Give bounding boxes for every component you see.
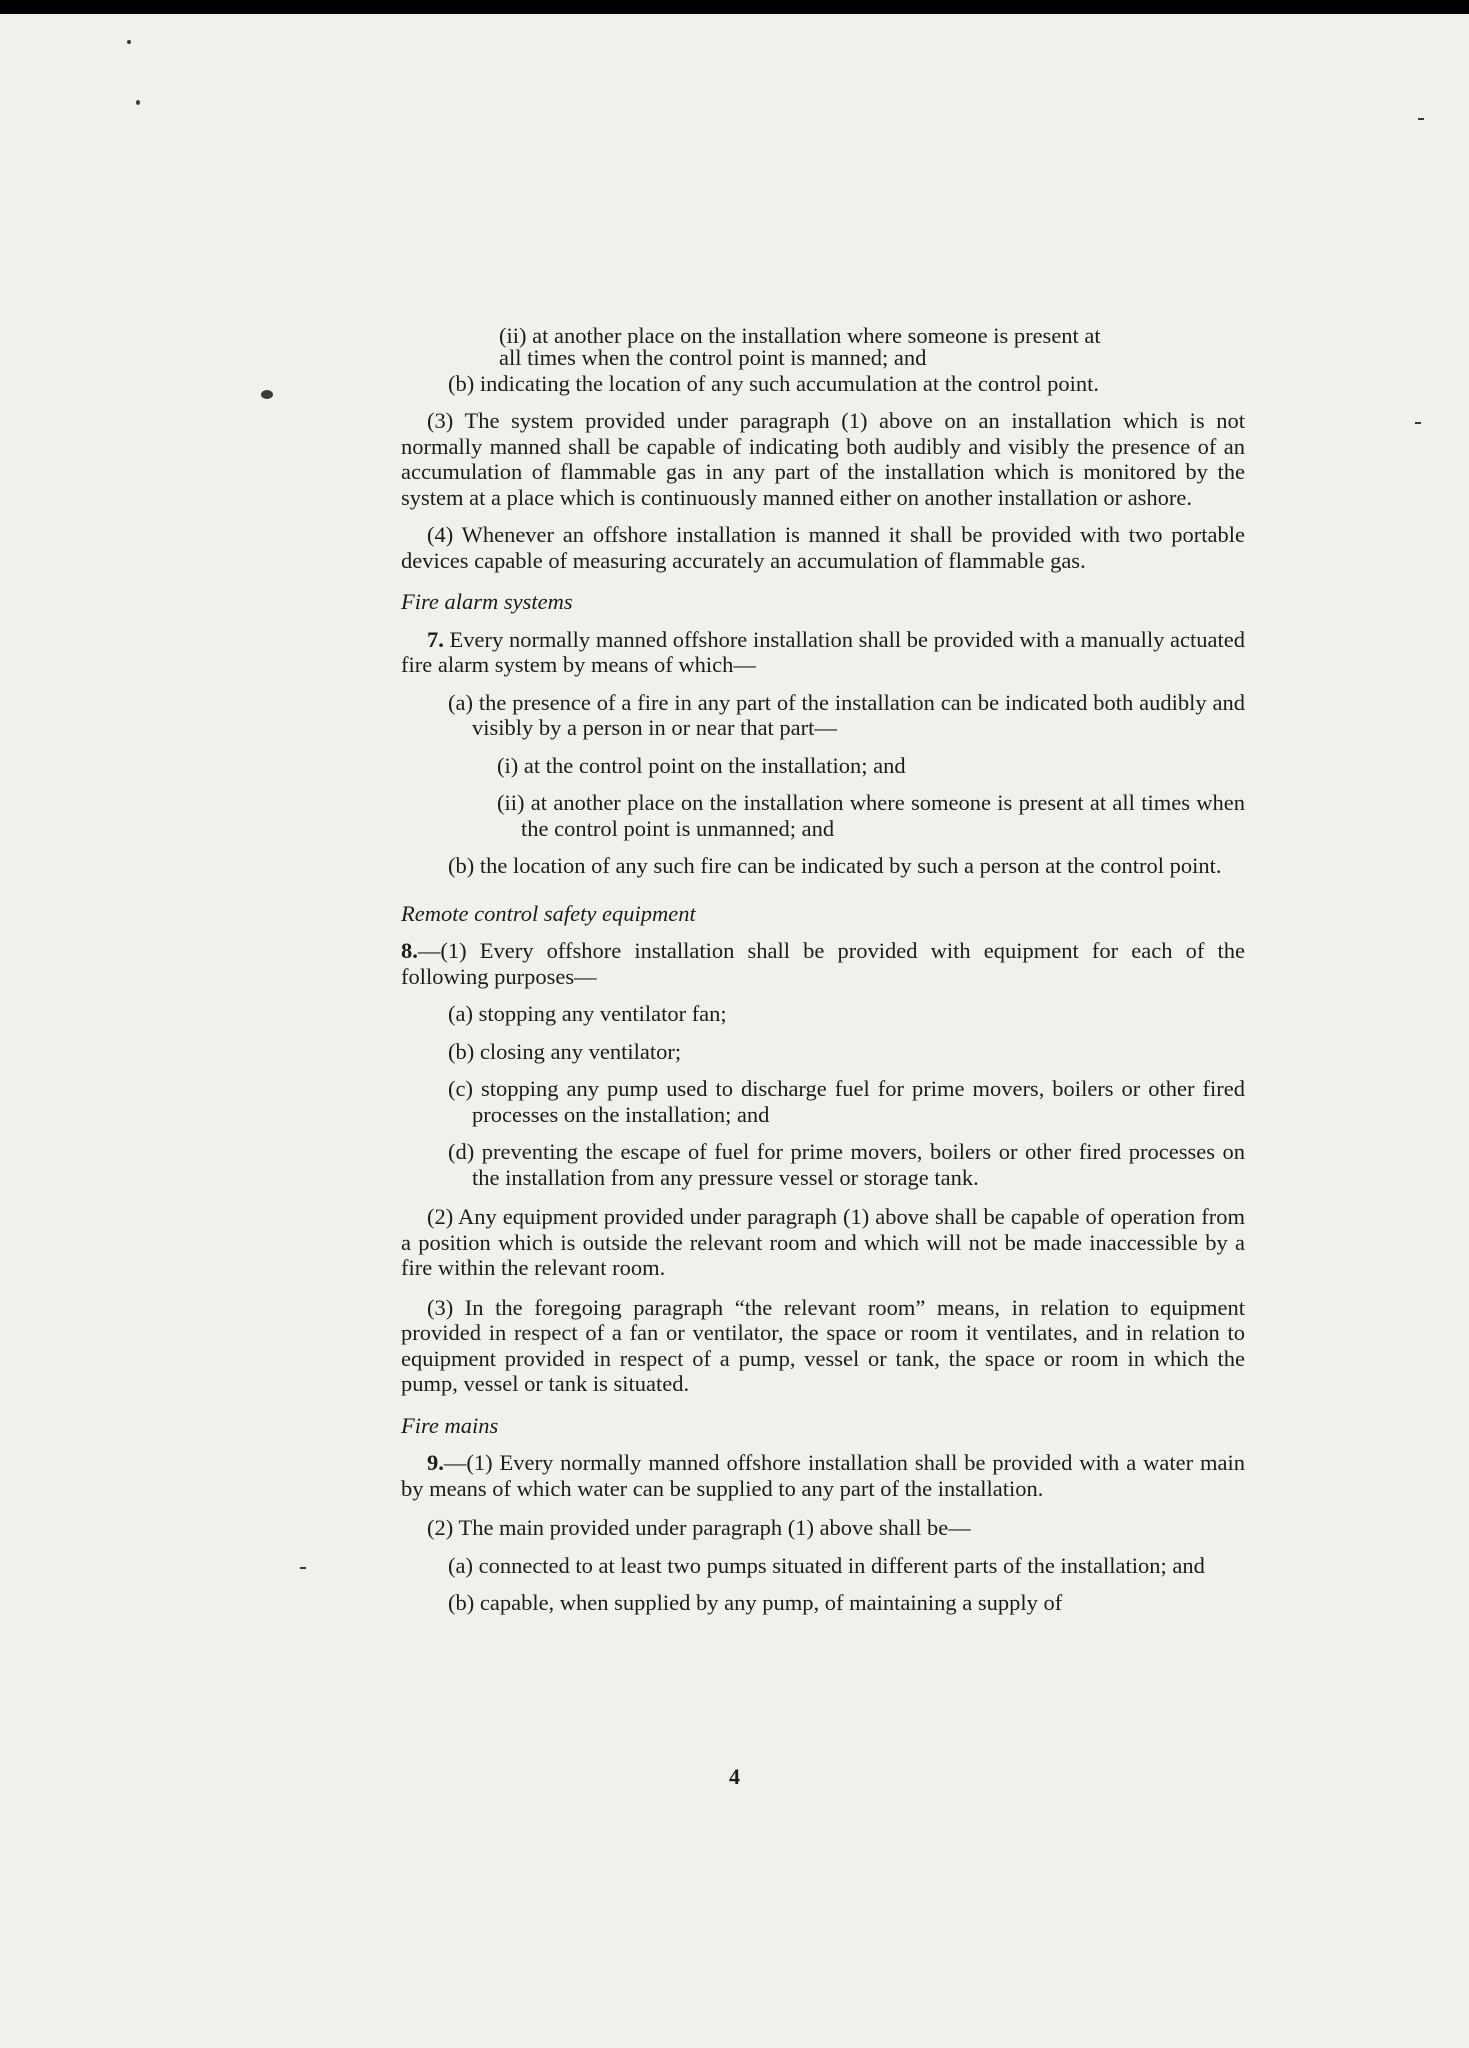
paragraph-3: (3) The system provided under paragraph (1) above on an installation which is not normally manned shall be capable of indicating both audibly and visibly the presence of an accumulation of flammable gas in any part of the installation which is monitored by the system at a place which is continuously manned either on another installation or ashore. <box>401 408 1245 510</box>
item-c: (c) stopping any pump used to discharge fuel for prime movers, boilers or other fired processes on the installation; and <box>448 1076 1245 1127</box>
paragraph-4: (4) Whenever an offshore installation is manned it shall be provided with two portable devices capable of measuring accurately an accumulation of flammable gas. <box>401 522 1245 573</box>
subitem-ii: (ii) at another place on the installation where someone is present at all times when the control point is unmanned; and <box>497 790 1245 841</box>
page-number: 4 <box>729 1764 740 1789</box>
section-heading-fire-alarm: Fire alarm systems <box>401 589 573 614</box>
item-a: (a) connected to at least two pumps situated in different parts of the installation; and <box>448 1552 1205 1578</box>
regulation-8 <box>401 938 1245 989</box>
paragraph-2: (2) Any equipment provided under paragraph (1) above shall be capable of operation from a position which is outside the relevant room and which will not be made inaccessible by a fire within the relevant room. <box>401 1204 1245 1280</box>
scan-speck <box>261 390 273 399</box>
document-body <box>401 323 1246 1616</box>
item-b: (b) the location of any such fire can be indicated by such a person at the control point. <box>448 853 1222 878</box>
regulation-9 <box>401 1450 1245 1501</box>
regulation-number: 7. <box>427 626 444 652</box>
section-heading-remote-control: Remote control safety equipment <box>401 900 696 926</box>
scan-speck <box>300 1567 306 1569</box>
line-continuation: all times when the control point is manned; and <box>499 345 927 370</box>
regulation-number: 9. <box>427 1450 444 1475</box>
item-b: (b) closing any ventilator; <box>448 1038 682 1064</box>
scan-speck <box>136 100 140 105</box>
document-page <box>0 14 1469 2048</box>
scan-speck <box>1415 422 1421 424</box>
cut-off-line <box>401 323 1245 348</box>
section-heading-fire-mains: Fire mains <box>401 1412 499 1438</box>
item-a: (a) the presence of a fire in any part of the installation can be indicated both audibly and visibly by a person in or near that part— <box>448 689 1245 740</box>
scan-speck <box>1418 118 1424 120</box>
item-b: (b) indicating the location of any such accumulation at the control point. <box>448 370 1100 396</box>
paragraph-2: (2) The main provided under paragraph (1) above shall be— <box>427 1515 971 1540</box>
item-a: (a) stopping any ventilator fan; <box>448 1001 727 1026</box>
subitem-i: (i) at the control point on the installation; and <box>497 752 906 778</box>
regulation-7 <box>401 627 1245 678</box>
scan-speck <box>127 40 131 44</box>
item-d: (d) preventing the escape of fuel for prime movers, boilers or other fired processes on the installation from any pressure vessel or storage tank. <box>448 1139 1245 1190</box>
item-b: (b) capable, when supplied by any pump, of maintaining a supply of <box>448 1590 1063 1615</box>
regulation-text: Every normally manned offshore installation shall be provided with a manually actuated fire alarm system by means of which— <box>401 626 1246 677</box>
regulation-number: 8. <box>401 938 418 963</box>
line-ii: (ii) at another place on the installation where someone is present at <box>499 323 1101 348</box>
paragraph-3: (3) In the foregoing paragraph “the relevant room” means, in relation to equipment provided in respect of a fan or ventilator, the space or room it ventilates, and in relation to equipment provided in respect of a pump, vessel or tank, the space or room in which the pump, vessel or tank is situated. <box>401 1294 1245 1396</box>
regulation-text: —(1) Every offshore installation shall be provided with equipment for each of the following purposes— <box>401 938 1245 989</box>
regulation-text: —(1) Every normally manned offshore installation shall be provided with a water main by means of which water can be supplied to any part of the installation. <box>401 1450 1245 1501</box>
